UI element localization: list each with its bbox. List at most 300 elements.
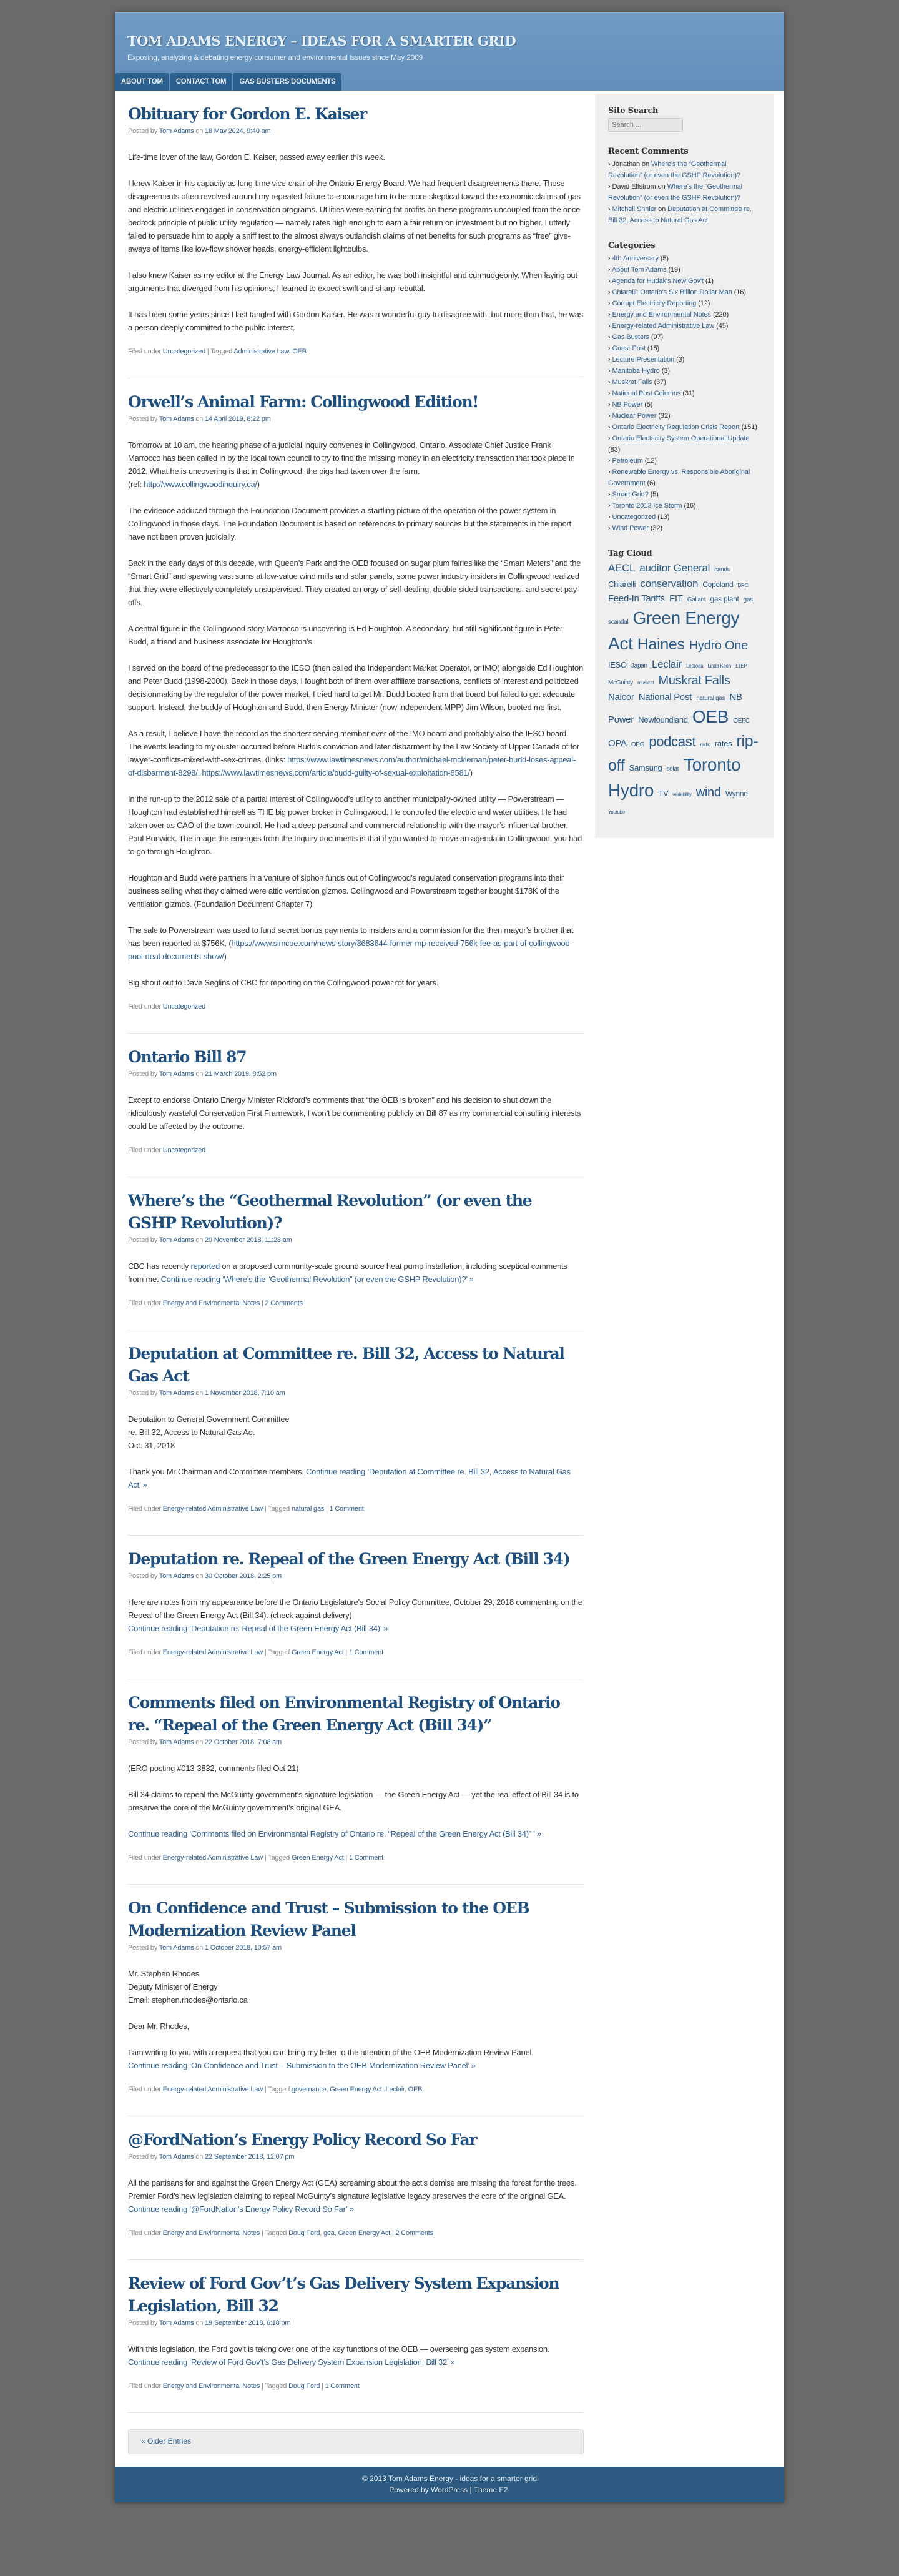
- posted-by-label: Posted by: [128, 2319, 159, 2327]
- category-link[interactable]: Chiarelli: Ontario's Six Billion Dollar Man: [612, 289, 732, 296]
- category-link[interactable]: Uncategorized: [162, 1003, 206, 1010]
- post-text: Deputy Minister of Energy: [128, 1982, 218, 1991]
- category-link[interactable]: Energy-related Administrative Law: [162, 2086, 263, 2093]
- category-item: [608, 287, 762, 298]
- category-count: (16): [734, 289, 746, 296]
- post-title: [128, 1190, 584, 1235]
- tag-cloud-link[interactable]: Feed-In Tariffs: [608, 593, 665, 605]
- post-paragraph: [128, 438, 584, 491]
- author-link[interactable]: Tom Adams: [159, 415, 194, 423]
- comment-author[interactable]: Mitchell Shnier: [612, 205, 657, 213]
- author-link[interactable]: Tom Adams: [159, 1236, 194, 1244]
- category-link[interactable]: Energy and Environmental Notes: [162, 1300, 260, 1307]
- post-paragraph: [128, 1788, 584, 1814]
- category-link[interactable]: Ontario Electricity System Operational Update: [612, 435, 750, 442]
- tag-cloud-link[interactable]: Newfoundland: [638, 715, 688, 725]
- category-item: [608, 253, 762, 264]
- post-meta: [128, 127, 584, 136]
- category-link[interactable]: National Post Columns: [612, 390, 681, 397]
- post-paragraph: [128, 727, 584, 779]
- post-date-link[interactable]: 30 October 2018, 2:25 pm: [205, 1572, 282, 1580]
- post-text: As a result, I believe I have the record as the shortest serving member ever of the IMO board and probably also the IESO board.: [128, 729, 569, 738]
- post-paragraph: [128, 2342, 584, 2369]
- category-item: [608, 511, 762, 523]
- on-label: on: [656, 183, 667, 190]
- tag-cloud-link[interactable]: muskrat: [637, 680, 654, 686]
- tag-link[interactable]: Doug Ford: [288, 2382, 320, 2390]
- tag-link[interactable]: Green Energy Act: [338, 2229, 391, 2237]
- post-title-link[interactable]: @FordNation’s Energy Policy Record So Far: [128, 2131, 477, 2149]
- tag-cloud-link[interactable]: Chiarelli: [608, 579, 636, 589]
- post-link[interactable]: https://www.simcoe.com/news-story/8683644-former-mp-received-756k-fee-as-part-of-collingwood-pool-deal-documents-show/: [128, 939, 572, 961]
- on-label: on: [194, 127, 205, 135]
- comma: ,: [320, 2229, 323, 2237]
- tag-link[interactable]: Administrative Law: [233, 348, 289, 355]
- post-link[interactable]: Continue reading ‘On Confidence and Trust – Submission to the OEB Modernization Review Panel’ »: [128, 2061, 476, 2070]
- post-text: I am writing to you with a request that you can bring my letter to the attention of the OEB Modernization Review Panel.: [128, 2048, 534, 2057]
- category-item: [608, 500, 762, 511]
- post-link[interactable]: Continue reading ‘Review of Ford Gov’t’s Gas Delivery System Expansion Legislation, Bill 32’ »: [128, 2357, 455, 2367]
- post-title: [128, 1692, 584, 1737]
- separator: |: [263, 1649, 268, 1656]
- page-container: [115, 12, 784, 2502]
- comma: ,: [288, 348, 293, 355]
- comments-link[interactable]: 1 Comment: [325, 2382, 360, 2390]
- widget-heading: Site Search: [608, 106, 659, 116]
- post-title-link[interactable]: Where’s the “Geothermal Revolution” (or even the GSHP Revolution)?: [128, 1192, 532, 1232]
- category-link[interactable]: Ontario Electricity Regulation Crisis Report: [612, 423, 740, 431]
- category-link[interactable]: Agenda for Hudak's New Gov't: [611, 277, 704, 285]
- category-item: [608, 455, 762, 466]
- tag-cloud-link[interactable]: FIT: [669, 593, 683, 605]
- post-date-link[interactable]: 1 October 2018, 10:57 am: [205, 1944, 282, 1952]
- older-entries-link[interactable]: « Older Entries: [141, 2437, 192, 2445]
- post-text: Email: stephen.rhodes@ontario.ca: [128, 1995, 248, 2005]
- post-meta: [128, 1572, 584, 1581]
- tag-cloud-link[interactable]: Leclair: [651, 658, 682, 670]
- category-link[interactable]: Renewable Energy vs. Responsible Aboriginal Government: [608, 468, 750, 487]
- tag-cloud-link[interactable]: auditor General: [639, 562, 710, 574]
- tag-cloud-link[interactable]: OEB: [692, 707, 729, 727]
- category-link[interactable]: Energy-related Administrative Law: [162, 1505, 263, 1513]
- category-count: (12): [698, 300, 710, 307]
- post-entry: [128, 2116, 584, 2260]
- tag-cloud-link[interactable]: Gallant: [687, 596, 706, 604]
- tag-cloud-link[interactable]: rates: [714, 739, 732, 749]
- post-meta: [128, 2153, 584, 2162]
- category-link[interactable]: Manitoba Hydro: [612, 367, 660, 375]
- tag-cloud-link[interactable]: Toronto Hydro: [608, 755, 741, 800]
- category-link[interactable]: Energy and Environmental Notes: [162, 2229, 260, 2237]
- on-label: on: [194, 415, 205, 423]
- tag-cloud-link[interactable]: Wynne: [725, 789, 748, 798]
- post-date-link[interactable]: 22 September 2018, 12:07 pm: [205, 2153, 295, 2161]
- category-link[interactable]: Uncategorized: [612, 513, 656, 521]
- category-item: [608, 309, 762, 320]
- post-entry: [128, 1536, 584, 1679]
- comments-link[interactable]: 1 Comment: [329, 1505, 364, 1513]
- tag-link[interactable]: gea: [323, 2229, 335, 2237]
- tag-cloud-link[interactable]: variability: [672, 791, 692, 797]
- tag-link[interactable]: governance: [291, 2086, 327, 2093]
- tag-cloud-link[interactable]: IESO: [608, 659, 627, 669]
- separator: |: [263, 1505, 268, 1513]
- on-label: on: [656, 205, 668, 213]
- post-link[interactable]: Continue reading ‘Deputation at Committee re. Bill 32, Access to Natural Gas Act’ »: [128, 1467, 571, 1489]
- comma: ,: [404, 2086, 408, 2093]
- post-paragraph: [128, 661, 584, 714]
- post-paragraph: [128, 1827, 584, 1840]
- category-link[interactable]: Guest Post: [612, 345, 646, 352]
- category-link[interactable]: Petroleum: [612, 457, 643, 465]
- on-label: on: [194, 2319, 205, 2327]
- category-count: (1): [705, 277, 714, 285]
- category-link[interactable]: Energy-related Administrative Law: [612, 322, 715, 330]
- category-count: (5): [650, 491, 659, 498]
- posted-by-label: Posted by: [128, 1236, 159, 1244]
- post-footer-meta: [128, 1504, 584, 1514]
- tag-cloud-link[interactable]: Green Energy Act: [608, 608, 740, 654]
- recent-comment-item: [608, 159, 762, 181]
- tag-cloud-link[interactable]: gas scandal: [608, 596, 753, 626]
- nav-about-tom[interactable]: ABOUT TOM: [115, 73, 169, 91]
- on-label: on: [640, 160, 651, 168]
- post-link[interactable]: Continue reading ‘Comments filed on Environmental Registry of Ontario re. “Repeal of the Green Energy Act (Bill 34)” ’ »: [128, 1829, 541, 1838]
- tag-cloud-link[interactable]: OEFC: [733, 718, 750, 725]
- tag-link[interactable]: Green Energy Act: [291, 1649, 344, 1656]
- category-link[interactable]: Energy and Environmental Notes: [162, 2382, 260, 2390]
- author-link[interactable]: Tom Adams: [159, 2319, 194, 2327]
- post-date-link[interactable]: 19 September 2018, 6:18 pm: [205, 2319, 291, 2327]
- tag-cloud-link[interactable]: conservation: [640, 577, 699, 590]
- category-count: (5): [660, 255, 669, 262]
- post-meta: [128, 1738, 584, 1747]
- footer-separator: |: [468, 2485, 474, 2494]
- category-link[interactable]: Uncategorized: [162, 1147, 206, 1154]
- tag-cloud-link[interactable]: OPG: [631, 741, 645, 749]
- author-link[interactable]: Tom Adams: [159, 127, 194, 135]
- post-text: With this legislation, the Ford gov’t is taking over one of the key functions of the OEB — overseeing gas system expansion.: [128, 2344, 550, 2354]
- post-date-link[interactable]: 18 May 2024, 9:40 am: [205, 127, 271, 135]
- post-entry: [128, 378, 584, 1034]
- post-entry: [128, 1330, 584, 1536]
- posted-by-label: Posted by: [128, 1944, 159, 1952]
- comments-link[interactable]: 1 Comment: [348, 1649, 383, 1656]
- post-date-link[interactable]: 14 April 2019, 8:22 pm: [205, 415, 271, 423]
- author-link[interactable]: Tom Adams: [159, 1739, 194, 1746]
- separator: |: [320, 2382, 325, 2390]
- post-footer-meta: [128, 1299, 584, 1308]
- category-link[interactable]: Smart Grid?: [612, 491, 649, 498]
- post-date-link[interactable]: 1 November 2018, 7:10 am: [205, 1389, 285, 1397]
- tag-cloud-link[interactable]: natural gas: [696, 695, 725, 703]
- post-text: (ERO posting #013-3832, comments filed Oct 21): [128, 1764, 299, 1773]
- tag-link[interactable]: Leclair: [385, 2086, 405, 2093]
- comma: ,: [381, 2086, 386, 2093]
- filed-under-label: Filed under: [128, 1649, 163, 1656]
- tag-cloud-link[interactable]: Copeland: [702, 580, 734, 589]
- tag-link[interactable]: OEB: [292, 348, 307, 355]
- tagged-label: Tagged: [265, 2229, 289, 2237]
- tag-cloud-link[interactable]: NB Power: [608, 692, 742, 726]
- post-date-link[interactable]: 21 March 2019, 8:52 pm: [205, 1070, 277, 1078]
- tagged-label: Tagged: [265, 2382, 289, 2390]
- filed-under-label: Filed under: [128, 2086, 163, 2093]
- post-text: Except to endorse Ontario Energy Minister Rickford’s comments that “the OEB is broken” and his decision to shut down the ridiculously wasteful Conservation First Framework, I won’t be commenting publicly on Bill 87 as my commercial consulting interests could be affected by the outcome.: [128, 1095, 581, 1131]
- tag-cloud-link[interactable]: AECL: [608, 562, 636, 574]
- category-item: [608, 466, 762, 489]
- post-title-link[interactable]: Deputation re. Repeal of the Green Energy Act (Bill 34): [128, 1550, 570, 1568]
- post-title-link[interactable]: On Confidence and Trust – Submission to the OEB Modernization Review Panel: [128, 1899, 529, 1940]
- tag-cloud-link[interactable]: wind: [695, 785, 721, 799]
- comment-post-link[interactable]: Where’s the “Geothermal Revolution” (or even the GSHP Revolution)?: [608, 183, 742, 202]
- tag-cloud-link[interactable]: Nalcor: [608, 692, 634, 703]
- post-title: [128, 2273, 584, 2317]
- author-link[interactable]: Tom Adams: [159, 2153, 194, 2161]
- category-link[interactable]: NB Power: [612, 401, 643, 408]
- post-text: ): [469, 768, 473, 777]
- post-link[interactable]: https://www.lawtimesnews.com/article/budd-guilty-of-sexual-exploitation-8581/: [202, 768, 470, 777]
- nav-contact-tom[interactable]: CONTACT TOM: [170, 73, 233, 91]
- post-link[interactable]: Continue reading ‘@FordNation’s Energy Policy Record So Far’ »: [128, 2204, 354, 2214]
- category-link[interactable]: Energy-related Administrative Law: [162, 1649, 263, 1656]
- post-date-link[interactable]: 20 November 2018, 11:28 am: [205, 1236, 292, 1244]
- tag-link[interactable]: Doug Ford: [288, 2229, 320, 2237]
- tag-cloud-link[interactable]: candu: [714, 566, 730, 573]
- separator: |: [260, 2229, 265, 2237]
- post-text: re. Bill 32, Access to Natural Gas Act: [128, 1428, 255, 1437]
- category-item: [608, 332, 762, 343]
- tag-cloud-link[interactable]: LTEP: [735, 663, 747, 669]
- category-count: (6): [647, 480, 656, 487]
- nav-gas-busters-documents[interactable]: GAS BUSTERS DOCUMENTS: [233, 73, 341, 91]
- post-entry: [128, 1679, 584, 1885]
- post-link[interactable]: Continue reading ‘Deputation re. Repeal of the Green Energy Act (Bill 34)’ »: [128, 1624, 388, 1633]
- post-paragraph: [128, 2176, 584, 2216]
- category-link[interactable]: Gas Busters: [612, 333, 649, 341]
- category-link[interactable]: Energy and Environmental Notes: [612, 311, 711, 318]
- post-footer-meta: [128, 2382, 584, 2391]
- filed-under-label: Filed under: [128, 2229, 163, 2237]
- post-paragraph: [128, 177, 584, 255]
- category-link[interactable]: Uncategorized: [162, 348, 206, 355]
- post-paragraph: [128, 504, 584, 543]
- post-link[interactable]: https://www.lawtimesnews.com/author/michael-mckiernan/peter-budd-loses-appeal-of-disbarment-8298/: [128, 755, 576, 777]
- footer-copyright: © 2013 Tom Adams Energy - ideas for a smarter grid: [361, 2474, 538, 2483]
- post-text: A central figure in the Collingwood story Marrocco is uncovering is Ed Houghton. A secondary, but still significant figure is Peter Budd, a friend and business associate for Houghton’s.: [128, 624, 563, 646]
- separator: |: [263, 1854, 268, 1862]
- post-text: (ref:: [128, 480, 144, 489]
- post-entry: [128, 91, 584, 378]
- category-link[interactable]: Wind Power: [612, 525, 649, 532]
- post-text: ): [257, 480, 260, 489]
- posted-by-label: Posted by: [128, 1572, 159, 1580]
- post-text: I served on the board of the predecessor to the IESO (then called the Independent Market Operator, or IMO) alongside Ed Houghton and Peter Budd (1998-2000). Back in those days, I fought both of them over affiliate transactions, conflicts of interest and politicized decisionmaking by the regulator of the power market. I tried hard to get Mr. Budd booted from that board but failed to get adequate support. Instead, the buddy of Houghton and Budd, then Energy Minister (now independent MPP) Jim Wilson, booted me first.: [128, 663, 583, 712]
- post-text: Big shout out to Dave Seglins of CBC for reporting on the Collingwood power rot for years.: [128, 978, 439, 987]
- category-link[interactable]: Muskrat Falls: [612, 378, 652, 386]
- post-title-link[interactable]: Obituary for Gordon E. Kaiser: [128, 105, 366, 123]
- post-title: [128, 1548, 584, 1571]
- tag-cloud-link[interactable]: podcast: [649, 734, 696, 750]
- tagged-label: Tagged: [210, 348, 234, 355]
- post-title-link[interactable]: Orwell’s Animal Farm: Collingwood Edition!: [128, 393, 478, 411]
- category-item: [608, 523, 762, 534]
- tag-link[interactable]: Green Energy Act: [291, 1854, 344, 1862]
- post-paragraph: [128, 1260, 584, 1286]
- separator: |: [343, 1854, 349, 1862]
- tag-cloud-link[interactable]: Haines: [637, 636, 685, 654]
- category-link[interactable]: Energy-related Administrative Law: [162, 1854, 263, 1862]
- wordpress-link[interactable]: WordPress: [430, 2485, 468, 2494]
- footer-powered-label: Powered by: [389, 2485, 431, 2494]
- post-paragraph: [128, 1967, 584, 2006]
- category-item: [608, 343, 762, 354]
- post-text: Tomorrow at 10 am, the hearing phase of a judicial inquiry convenes in Collingwood, Ontario. Associate Chief Justice Frank Marrocco has been called in by the local town council to try to find the missing money in an electricity transaction that took place in 2012. What he is uncovering is that in Collingwood, the pigs had taken over the farm.: [128, 440, 575, 476]
- comma: ,: [334, 2229, 338, 2237]
- post-paragraph: [128, 2046, 584, 2072]
- site-header: [115, 12, 784, 91]
- category-count: (16): [684, 502, 696, 510]
- tagged-label: Tagged: [268, 1854, 292, 1862]
- search-widget: [608, 106, 762, 132]
- post-paragraph: [128, 269, 584, 295]
- post-meta: [128, 415, 584, 424]
- post-text: Oct. 31, 2018: [128, 1441, 175, 1450]
- category-count: (19): [668, 266, 680, 274]
- filed-under-label: Filed under: [128, 1003, 163, 1010]
- post-title: [128, 1343, 584, 1388]
- author-link[interactable]: Tom Adams: [159, 1070, 194, 1078]
- tag-cloud-link[interactable]: DRC: [737, 582, 748, 588]
- tag-cloud-link[interactable]: Hydro One: [689, 639, 748, 653]
- comments-link[interactable]: 2 Comments: [265, 1300, 303, 1307]
- category-link[interactable]: Nuclear Power: [612, 412, 657, 420]
- tagged-label: Tagged: [268, 2086, 292, 2093]
- author-link[interactable]: Tom Adams: [159, 1944, 194, 1952]
- post-paragraph: [128, 1413, 584, 1452]
- post-link[interactable]: Continue reading ‘Where’s the “Geothermal Revolution” (or even the GSHP Revolution)?’ »: [160, 1275, 474, 1284]
- tag-cloud-link[interactable]: radio: [700, 742, 710, 748]
- category-link[interactable]: 4th Anniversary: [612, 255, 659, 262]
- post-text: Life-time lover of the law, Gordon E. Kaiser, passed away earlier this week.: [128, 152, 385, 162]
- post-list: [128, 91, 584, 2454]
- site-title[interactable]: TOM ADAMS ENERGY – IDEAS FOR A SMARTER GRID: [127, 33, 516, 49]
- post-text: Here are notes from my appearance before the Ontario Legislature’s Social Policy Committee, October 29, 2018 commenting on the Repeal of the Green Energy Act (Bill 34). (check against delivery): [128, 1597, 582, 1620]
- post-title-link[interactable]: Comments filed on Environmental Registry of Ontario re. “Repeal of the Green Energy Act (Bill 34)”: [128, 1694, 560, 1734]
- post-footer-meta: [128, 1853, 584, 1863]
- post-text: Dear Mr. Rhodes,: [128, 2021, 189, 2031]
- post-title: [128, 1897, 584, 1942]
- post-entry: [128, 1034, 584, 1177]
- tag-cloud-link[interactable]: Linda Keen: [707, 663, 731, 669]
- category-item: [608, 410, 762, 422]
- tag-link[interactable]: OEB: [408, 2086, 423, 2093]
- on-label: on: [194, 1739, 205, 1746]
- tag-cloud-link[interactable]: National Post: [638, 692, 692, 703]
- on-label: on: [194, 1389, 205, 1397]
- author-link[interactable]: Tom Adams: [159, 1572, 194, 1580]
- category-item: [608, 365, 762, 377]
- category-link[interactable]: Lecture Presentation: [612, 356, 675, 363]
- category-count: (151): [741, 423, 757, 431]
- post-title: [128, 103, 584, 126]
- tag-cloud-widget: [608, 549, 762, 818]
- separator: |: [324, 1505, 330, 1513]
- post-text: I also knew Kaiser as my editor at the Energy Law Journal. As an editor, he was both insightful and curmudgeonly. When laying out arguments that diverged from his opinions, I learned to expect swift and sharp rebuttal.: [128, 270, 577, 293]
- comma: ,: [326, 2086, 330, 2093]
- separator: |: [343, 1649, 349, 1656]
- post-paragraph: [128, 1596, 584, 1635]
- category-link[interactable]: Toronto 2013 Ice Storm: [612, 502, 682, 510]
- comment-post-link[interactable]: Deputation at Committee re. Bill 32, Access to Natural Gas Act: [608, 205, 752, 224]
- tag-cloud-link[interactable]: McGuinty: [608, 679, 633, 687]
- tag-link[interactable]: Green Energy Act: [330, 2086, 382, 2093]
- tag-cloud-link[interactable]: Muskrat Falls: [658, 674, 730, 688]
- post-title-link[interactable]: Ontario Bill 87: [128, 1048, 247, 1066]
- post-paragraph: [128, 556, 584, 609]
- posted-by-label: Posted by: [128, 1389, 159, 1397]
- post-text: on a proposed community-scale ground source heat pump installation, including sceptical comments from me.: [128, 1261, 567, 1284]
- comments-link[interactable]: 2 Comments: [395, 2229, 433, 2237]
- category-count: (32): [650, 525, 662, 532]
- category-item: [608, 489, 762, 500]
- post-text: Deputation to General Government Committee: [128, 1414, 290, 1424]
- filed-under-label: Filed under: [128, 348, 163, 355]
- author-link[interactable]: Tom Adams: [159, 1389, 194, 1397]
- tag-cloud-link[interactable]: OPA: [608, 738, 627, 749]
- tag-cloud-link[interactable]: Japan: [631, 662, 647, 669]
- tag-cloud-link[interactable]: Youtube: [608, 809, 625, 815]
- tag-cloud-link[interactable]: Samsung: [629, 763, 662, 773]
- tag-cloud-link[interactable]: Lepreau: [686, 663, 704, 669]
- category-count: (83): [608, 446, 621, 453]
- post-title-link[interactable]: Deputation at Committee re. Bill 32, Access to Natural Gas Act: [128, 1345, 564, 1385]
- category-item: [608, 354, 762, 365]
- search-input[interactable]: [608, 118, 683, 132]
- post-paragraph: [128, 2020, 584, 2033]
- post-text: Thank you Mr Chairman and Committee members.: [128, 1467, 306, 1476]
- post-date-link[interactable]: 22 October 2018, 7:08 am: [205, 1739, 282, 1746]
- posted-by-label: Posted by: [128, 1070, 159, 1078]
- category-count: (3): [676, 356, 685, 363]
- post-link[interactable]: reported: [190, 1261, 220, 1271]
- post-paragraph: [128, 622, 584, 648]
- tag-cloud-link[interactable]: solar: [666, 766, 679, 773]
- posted-by-label: Posted by: [128, 2153, 159, 2161]
- post-text: Houghton and Budd were partners in a venture of siphon funds out of Collingwood’s regulated conservation programs into their business selling what they claimed were attic ventilation gizmos. Collingwood and Powerstream together bought $178K of the ventilation gizmos. (Foundation Document Chapter 7): [128, 873, 564, 909]
- widget-heading: Tag Cloud: [608, 549, 652, 558]
- tag-cloud-link[interactable]: gas plant: [710, 595, 739, 604]
- tag-cloud-link[interactable]: rip-off: [608, 733, 759, 775]
- post-meta: [128, 2319, 584, 2328]
- category-link[interactable]: About Tom Adams: [611, 266, 667, 274]
- site-footer: [115, 2467, 784, 2502]
- category-count: (37): [654, 378, 666, 386]
- tag-cloud-link[interactable]: TV: [658, 788, 669, 798]
- comment-post-link[interactable]: Where’s the “Geothermal Revolution” (or even the GSHP Revolution)?: [608, 160, 741, 179]
- post-title: [128, 1046, 584, 1068]
- post-title: [128, 2129, 584, 2151]
- category-link[interactable]: Corrupt Electricity Reporting: [612, 300, 697, 307]
- tag-link[interactable]: natural gas: [291, 1505, 325, 1513]
- post-title-link[interactable]: Review of Ford Gov’t’s Gas Delivery System Expansion Legislation, Bill 32: [128, 2274, 559, 2315]
- tagged-label: Tagged: [268, 1649, 292, 1656]
- theme-link[interactable]: Theme F2.: [473, 2485, 510, 2494]
- category-count: (45): [716, 322, 729, 330]
- comments-link[interactable]: 1 Comment: [348, 1854, 383, 1862]
- post-text: The evidence adduced through the Foundation Document provides a startling picture of the operation of the power system in Collingwood in those days. The Foundation Document is based on references to primary sources but the statements in the report have not been proven judicially.: [128, 506, 571, 541]
- post-link[interactable]: http://www.collingwoodinquiry.ca/: [144, 480, 257, 489]
